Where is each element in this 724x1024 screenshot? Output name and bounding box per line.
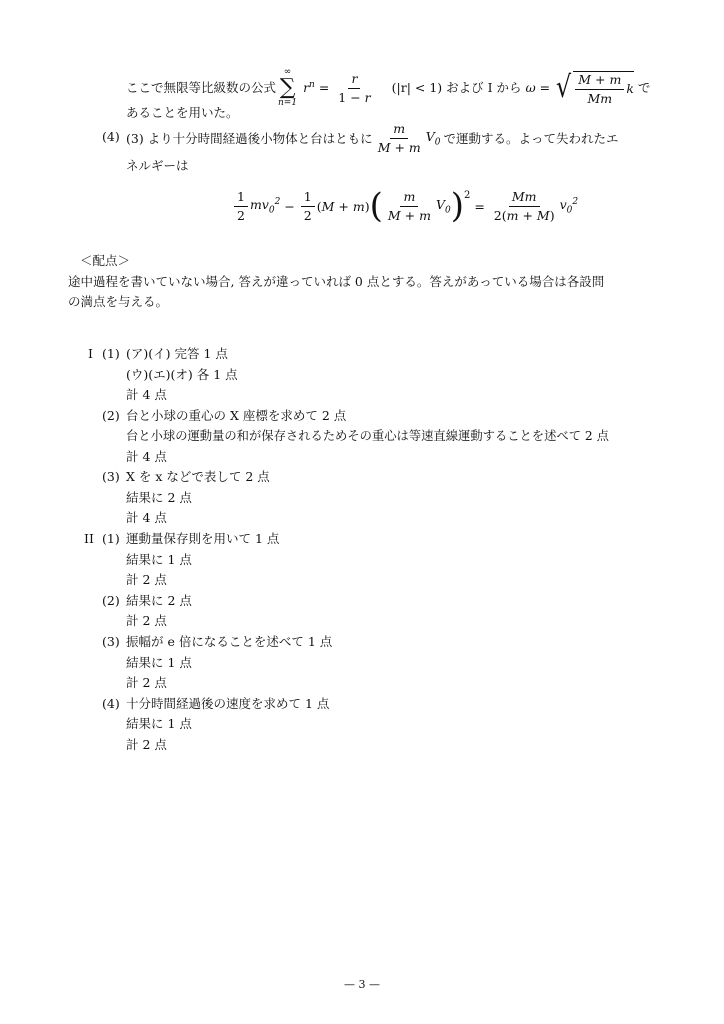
question-4-line-1 (126, 120, 619, 156)
final-velocity-v0: $V_0$ (425, 128, 441, 148)
series-term: $r^n$ (299, 79, 315, 95)
item-2-1-num: (1) (102, 531, 120, 546)
item-2-3-num: (3) (102, 634, 120, 649)
page-number: — 3 — (344, 978, 380, 991)
total-mass-term: (M + m) (316, 198, 370, 214)
energy-equation (232, 180, 578, 232)
item-2-1-line-1: 運動量保存則を用いて 1 点 (126, 531, 280, 546)
item-2-3-line-2: 結果に 1 点 (126, 655, 192, 670)
velocity-fraction: $\frac{m}{M + m}$ (387, 189, 431, 223)
item-2-3-line-3: 計 2 点 (126, 675, 167, 690)
equals-sign-2: = (539, 79, 555, 95)
series-formula-intro: ここで無限等比級数の公式 (126, 79, 277, 95)
item-1-1-num: (1) (102, 346, 120, 361)
question-4-line-2: ネルギーは (126, 158, 189, 173)
item-2-4-num: (4) (102, 696, 120, 711)
sum-symbol: ∞ ∑ n=1 (278, 67, 298, 108)
item-1-1-line-2: (ウ)(エ)(オ) 各 1 点 (126, 367, 238, 382)
question-4-text-b: で運動する。よって失われたエ (443, 131, 619, 146)
omega-symbol: ω (521, 79, 540, 95)
item-2-1-line-3: 計 2 点 (126, 572, 167, 587)
item-1-3-num: (3) (102, 469, 120, 484)
item-1-1-line-3: 計 4 点 (126, 387, 167, 402)
item-1-2-line-2: 台と小球の運動量の和が保存されるためその重心は等速直線運動することを述べて 2 点 (126, 429, 609, 443)
scoring-intro-line-2: の満点を与える。 (68, 294, 169, 309)
item-2-1-line-2: 結果に 1 点 (126, 552, 192, 567)
series-condition: (|r| < 1) および I から (391, 79, 522, 95)
item-2-2-num: (2) (102, 593, 120, 608)
item-1-2-line-1: 台と小球の重心の X 座標を求めて 2 点 (126, 408, 347, 423)
scoring-heading: ＜配点＞ (80, 253, 131, 268)
half-fraction-2: $\frac{1}{2}$ (301, 190, 315, 221)
square-exponent: 2 (463, 189, 471, 201)
item-2-4-line-1: 十分時間経過後の速度を求めて 1 点 (126, 696, 330, 711)
equals-sign: = (314, 79, 334, 95)
equals-sign-3: = (470, 198, 489, 214)
item-1-3-line-2: 結果に 2 点 (126, 490, 192, 505)
question-4-label: (4) (102, 129, 120, 144)
item-2-2-line-2: 計 2 点 (126, 613, 167, 628)
left-paren: ( (369, 186, 383, 226)
question-4-text-a: (3) より十分時間経過後小物体と台はともに (126, 131, 373, 146)
initial-kinetic-term: $mv_0^2$ (249, 196, 281, 216)
item-1-2-line-3: 計 4 点 (126, 449, 167, 464)
result-fraction: $\frac{Mm}{2(m + M)}$ (493, 189, 555, 223)
item-1-1-line-1: (ア)(イ) 完答 1 点 (126, 346, 228, 361)
formula-line-1-end: で (637, 79, 651, 95)
item-1-2-num: (2) (102, 408, 120, 423)
item-2-4-line-2: 結果に 1 点 (126, 716, 192, 731)
omega-sqrt: √ $\frac{M + m}{Mm}$ k (556, 70, 634, 106)
velocity-v0: $V_0$ (435, 196, 451, 216)
scoring-intro-line-1: 途中過程を書いていない場合, 答えが違っていれば 0 点とする。答えがあっている場合は各設問 (68, 274, 605, 289)
formula-line-2: あることを用いた。 (126, 105, 239, 120)
half-fraction-1: $\frac{1}{2}$ (234, 190, 248, 221)
item-2-2-line-1: 結果に 2 点 (126, 593, 192, 608)
result-v0: $v_0^2$ (559, 196, 579, 216)
minus-sign: − (280, 198, 299, 214)
right-paren: ) (450, 186, 464, 226)
item-1-3-line-3: 計 4 点 (126, 510, 167, 525)
section-2-label: II (84, 531, 94, 546)
final-velocity-fraction: $\frac{m}{M + m}$ (377, 121, 421, 155)
series-sum-fraction: $\frac{r}{1 - r}$ (338, 71, 371, 105)
item-2-4-line-3: 計 2 点 (126, 737, 167, 752)
item-2-3-line-1: 振幅が e 倍になることを述べて 1 点 (126, 634, 333, 649)
section-1-label: I (88, 346, 93, 361)
item-1-3-line-1: X を x などで表して 2 点 (126, 469, 270, 484)
